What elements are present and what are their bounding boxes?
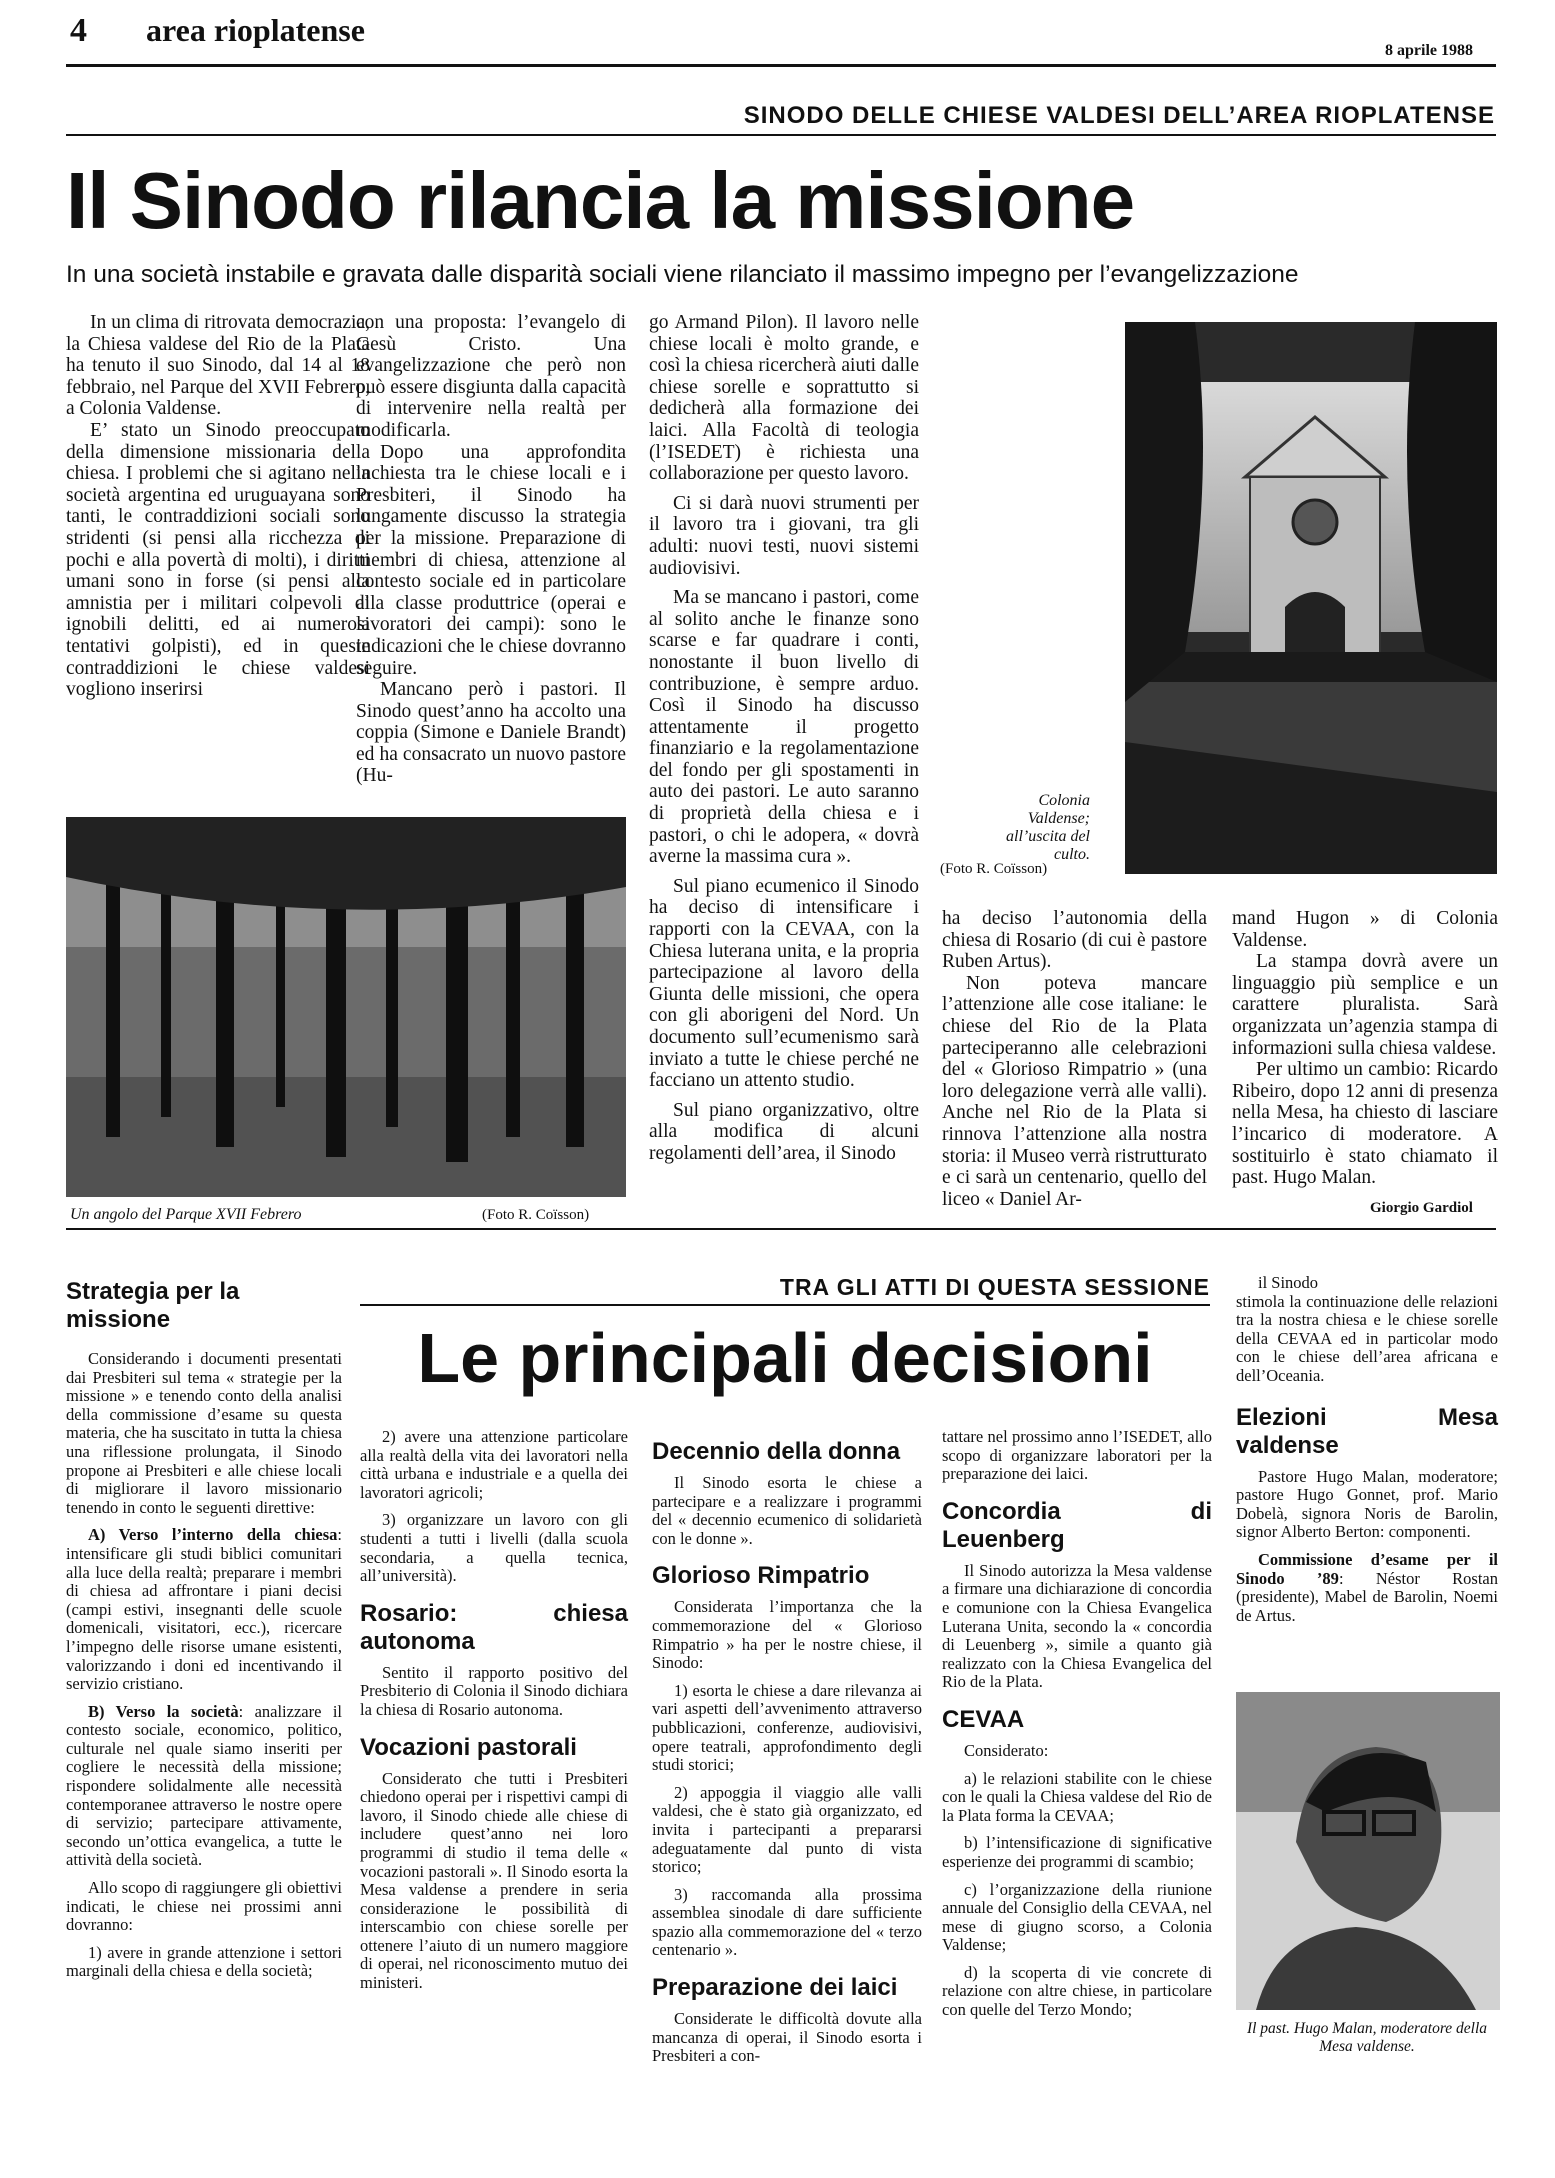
subhead: Elezioni Mesa valdense (1236, 1403, 1498, 1459)
paragraph: con una proposta: l’evangelo di Gesù Cristo. Una evangelizzazione che però non può essere disgiunta dalla capacità di intervenire nella realtà per modificarla. (356, 312, 626, 441)
bottom-kicker-rule (360, 1304, 1210, 1306)
paragraph: stimola la continuazione delle relazioni tra la nostra chiesa e le chiese sorelle della CEVAA ed in particolar modo con le chiese dell’area africana e dell’Oceania. (1236, 1291, 1498, 1385)
paragraph: Considerata l’importanza che la commemorazione del « Glorioso Rimpatrio » ha per le nostre chiese, il Sinodo: (652, 1597, 922, 1673)
bottom-kicker: TRA GLI ATTI DI QUESTA SESSIONE (779, 1274, 1210, 1300)
label: B) Verso la società (88, 1701, 239, 1721)
text: : Néstor Rostan (presidente), Mabel de Barolin, Noemi de Artus. (1236, 1568, 1498, 1625)
top-kicker: SINODO DELLE CHIESE VALDESI DELL’AREA RIOPLATENSE (743, 102, 1495, 129)
portrait-caption: Il past. Hugo Malan, moderatore della Mesa valdense. (1246, 2020, 1488, 2055)
top-col-1 (66, 312, 370, 701)
section-title: area rioplatense (146, 12, 365, 48)
page-number: 4 (70, 12, 87, 49)
kicker-rule (66, 134, 1496, 136)
paragraph: d) la scoperta di vie concrete di relazione con altre chiese, in particolare con quelle del Terzo Mondo; (942, 1962, 1212, 2020)
top-headline: Il Sinodo rilancia la missione (66, 156, 1135, 245)
sidebar-strategy (66, 1278, 342, 1990)
text: : analizzare il contesto sociale, economico, politico, culturale nel quale siamo inseriti per cogliere le necessità della missione; rispondere solidalmente alle necessità contemporanee attraverso le nostre opere di servizio; partecipare attivamente, secondo un’ottica evangelica, a tutte le attività della società. (66, 1701, 342, 1870)
bottom-col-4 (1236, 1274, 1498, 1634)
paragraph: Sul piano ecumenico il Sinodo ha deciso di intensificare i rapporti con la CEVAA, con la Chiesa luterana unita, e la propria partecipazione al lavoro della Giunta delle missioni, che opera con gli aborigeni del Nord. Un documento sull’ecumenismo sarà inviato a tutte le chiese perché ne facciano un attento studio. (649, 875, 919, 1092)
paragraph: Allo scopo di raggiungere gli obiettivi indicati, le chiese nei prossimi anni dovranno: (66, 1878, 342, 1935)
subhead: Preparazione dei laici (652, 1974, 898, 2002)
paragraph: tattare nel prossimo anno l’ISEDET, allo scopo di organizzare laboratori per la preparazione dei laici. (942, 1427, 1212, 1484)
top-col-5 (1232, 908, 1498, 1189)
paragraph: Pastore Hugo Malan, moderatore; pastore Hugo Gonnet, prof. Mario Dobelà, signora Noris de Barolin, signor Alberto Berton: componenti. (1236, 1466, 1498, 1542)
sidebar-title: Strategia per la missione (66, 1278, 240, 1333)
paragraph: Ci si darà nuovi strumenti per il lavoro tra i giovani, tra gli adulti: nuovi testi, nuovi sistemi audiovisivi. (649, 492, 919, 579)
top-col-3 (649, 312, 919, 1165)
paragraph (66, 1703, 342, 1870)
subhead: Rosario: chiesa autonoma (360, 1599, 628, 1655)
paragraph: Il Sinodo autorizza la Mesa valdense a firmare una dichiarazione di concordia e comunione con la Chiesa Evangelica Luterana Unita, secondo la « concordia di Leuenberg », simile a quanto già realizzato con la Chiesa Evangelica del Rio de la Plata. (942, 1560, 1212, 1692)
park-credit: (Foto R. Coïsson) (482, 1207, 590, 1223)
paragraph: ha deciso l’autonomia della chiesa di Rosario (di cui è pastore Ruben Artus). (942, 908, 1207, 973)
paragraph: Sentito il rapporto positivo del Presbiterio di Colonia il Sinodo dichiara la chiesa di Rosario autonoma. (360, 1662, 628, 1719)
label: Commissione d’esame per il Sinodo ’89 (1236, 1549, 1498, 1588)
paragraph: b) l’intensificazione di significative esperienze dei programmi di scambio; (942, 1833, 1212, 1871)
bottom-col-3 (942, 1428, 1212, 2029)
paragraph: Considerato: (964, 1740, 1049, 1760)
park-photo (66, 817, 626, 1197)
paragraph: Ma se mancano i pastori, come al solito anche le finanze sono scarse e far quadrare i conti, nonostante il buon livello di contribuzione, è sempre arduo. Così il Sinodo ha discusso attentamente il progetto finanziario e la regolamentazione del fondo per gli spostamenti in auto dei pastori. Le auto saranno di proprietà della chiesa e i pastori, o chi le adopera, « dovrà averne la massima cura ». (649, 587, 919, 868)
paragraph: 2) avere una attenzione particolare alla realtà della vita dei lavoratori nella città urbana e industriale e a quella dei lavoratori agricoli; (360, 1427, 628, 1502)
section-divider (66, 1228, 1496, 1230)
top-deck: In una società instabile e gravata dalle disparità sociali viene rilanciato il massimo impegno per l’evangelizzazione (66, 261, 1299, 288)
top-col-2 (356, 312, 626, 787)
byline: Giorgio Gardiol (1370, 1200, 1473, 1216)
subhead: Vocazioni pastorali (360, 1733, 577, 1761)
paragraph: Considerando i documenti presentati dai Presbiteri sul tema « strategie per la missione » e tenendo conto della analisi della commissione d’esame su questa materia, che ha suscitato in tutta la chiesa una riflessione prolungata, il Sinodo propone ai Presbiteri e alle chiese locali di migliorare il lavoro missionario tenendo in conto le seguenti direttive: (66, 1349, 342, 1517)
subhead: Glorioso Rimpatrio (652, 1562, 870, 1590)
paragraph: 3) organizzare un lavoro con gli studenti a tutti i livelli (dalla scuola secondaria, a quella tecnica, all’università). (360, 1510, 628, 1586)
paragraph: In un clima di ritrovata democrazia, la Chiesa valdese del Rio de la Plata ha tenuto il suo Sinodo, dal 14 al 18 febbraio, nel Parque del XVII Febrero, a Colonia Valdense. (66, 312, 370, 420)
portrait-photo (1236, 1692, 1500, 2010)
paragraph: Considerato che tutti i Presbiteri chiedono operai per i rispettivi campi di lavoro, il Sinodo chiede alle chiese di includere quest’anno nei loro programmi di studio il tema delle « vocazioni pastorali ». Il Sinodo esorta la Mesa valdense a prendere in seria considerazione le possibilità di interscambio con chiese sorelle per ottenere l’aiuto di un numero maggiore di operai, nel riconoscimento mutuo dei ministeri. (360, 1768, 628, 1993)
paragraph: Considerate le difficoltà dovute alla mancanza di operai, il Sinodo esorta i Presbiteri a con- (652, 2009, 922, 2066)
subhead: Concordia di Leuenberg (942, 1497, 1212, 1553)
paragraph: 1) esorta le chiese a dare rilevanza ai vari aspetti dell’avvenimento attraverso pubblicazioni, conferenze, audiovisivi, opere teatrali, approfondimento degli studi storici; (652, 1680, 922, 1775)
church-caption: Colonia Valdense; all’uscita del culto. (1006, 792, 1090, 863)
paragraph: 3) raccomanda alla prossima assemblea sinodale di dare sufficiente spazio alla commemorazione del « terzo centenario ». (652, 1884, 922, 1960)
bottom-col-1 (360, 1428, 628, 2002)
paragraph: Sul piano organizzativo, oltre alla modifica di alcuni regolamenti dell’area, il Sinodo (649, 1099, 919, 1164)
paragraph (66, 1526, 342, 1693)
church-photo (1125, 322, 1497, 874)
paragraph: Per ultimo un cambio: Ricardo Ribeiro, dopo 12 anni di presenza nella Mesa, ha chiesto di lasciare l’incarico di moderatore. A sostituirlo è stato chiamato il past. Hugo Malan. (1232, 1059, 1498, 1189)
paragraph: a) le relazioni stabilite con le chiese con le quali la Chiesa valdese del Rio de la Plata forma la CEVAA; (942, 1768, 1212, 1825)
header-rule (66, 64, 1496, 67)
subhead: Decennio della donna (652, 1438, 901, 1465)
paragraph: Mancano però i pastori. Il Sinodo quest’anno ha accolto una coppia (Simone e Daniele Brandt) ed ha consacrato un nuovo pastore (Hu- (356, 679, 626, 787)
paragraph: go Armand Pilon). Il lavoro nelle chiese locali è molto grande, e così la chiesa ricercherà aiuti dalle chiese sorelle e soprattutto si dedicherà alla formazione dei laici. Alla Facoltà di teologia (l’ISEDET) è richiesta una collaborazione per questo lavoro. (649, 312, 919, 485)
paragraph: c) l’organizzazione della riunione annuale del Consiglio della CEVAA, nel mese di giugno scorso, a Colonia Valdense; (942, 1879, 1212, 1955)
paragraph: Il Sinodo esorta le chiese a partecipare e a realizzare i programmi del « decennio ecumenico di solidarietà con le donne ». (652, 1473, 922, 1548)
park-caption: Un angolo del Parque XVII Febrero (70, 1206, 302, 1223)
paragraph: Non poteva mancare l’attenzione alle cose italiane: le chiese del Rio de la Plata parteciperanno alle celebrazioni del « Glorioso Rimpatrio » (una loro delegazione verrà alle valli). Anche nel Rio de la Plata si rinnova l’attenzione alla nostra storia: il Museo verrà ristrutturato e ci sarà un centenario, quello del liceo « Daniel Ar- (942, 972, 1207, 1210)
paragraph: mand Hugon » di Colonia Valdense. (1232, 908, 1498, 951)
paragraph: E’ stato un Sinodo preoccupato della dimensione missionaria della chiesa. I problemi che si agitano nella società argentina ed uruguayana sono tanti, le contraddizioni sociali sono stridenti (si pensi alla ricchezza di pochi e alla povertà di molti), i diritti umani sono in forse (si pensi alla amnistia per i militari colpevoli di ignobili delitti, ed ai numerosi tentativi golpisti), ed in queste contraddizioni le chiese valdesi vogliono inserirsi (66, 419, 370, 701)
church-credit: (Foto R. Coïsson) (940, 861, 1048, 877)
paragraph: La stampa dovrà avere un linguaggio più semplice e un carattere pluralista. Sarà organizzata un’agenzia stampa di informazioni sulla chiesa valdese. (1232, 951, 1498, 1059)
label: A) Verso l’interno della chiesa (88, 1525, 338, 1545)
paragraph: Dopo una approfondita inchiesta tra le chiese locali e i Presbiteri, il Sinodo ha lungamente discusso la strategia per la missione. Preparazione di membri di chiesa, attenzione al contesto sociale ed in particolare alla classe produttrice (operai e lavoratori dei campi): sono le indicazioni che le chiese dovranno seguire. (356, 441, 626, 679)
issue-date: 8 aprile 1988 (1385, 42, 1473, 59)
bottom-headline: Le principali decisioni (417, 1319, 1153, 1397)
paragraph: 2) appoggia il viaggio alle valli valdesi, che è stato già organizzato, ed invita i partecipanti a prepararsi adeguatamente dal punto di vista storico; (652, 1782, 922, 1877)
subhead: CEVAA (942, 1705, 1025, 1733)
top-col-4 (942, 908, 1207, 1210)
text: : intensificare gli studi biblici comunitari alla luce della realtà; preparare i membri di chiesa ad affrontare i piani decisi (campi estivi, insegnanti delle scuole domenicali, visitatori, ecc.), ricercare l’impegno delle risorse umane esistenti, valorizzando i doni ed incentivando il servizio cristiano. (66, 1525, 342, 1694)
paragraph (1236, 1551, 1498, 1625)
paragraph: il Sinodo (1258, 1273, 1319, 1292)
paragraph: 1) avere in grande attenzione i settori marginali della chiesa e della società; (66, 1942, 342, 1981)
bottom-col-2 (652, 1428, 922, 2075)
